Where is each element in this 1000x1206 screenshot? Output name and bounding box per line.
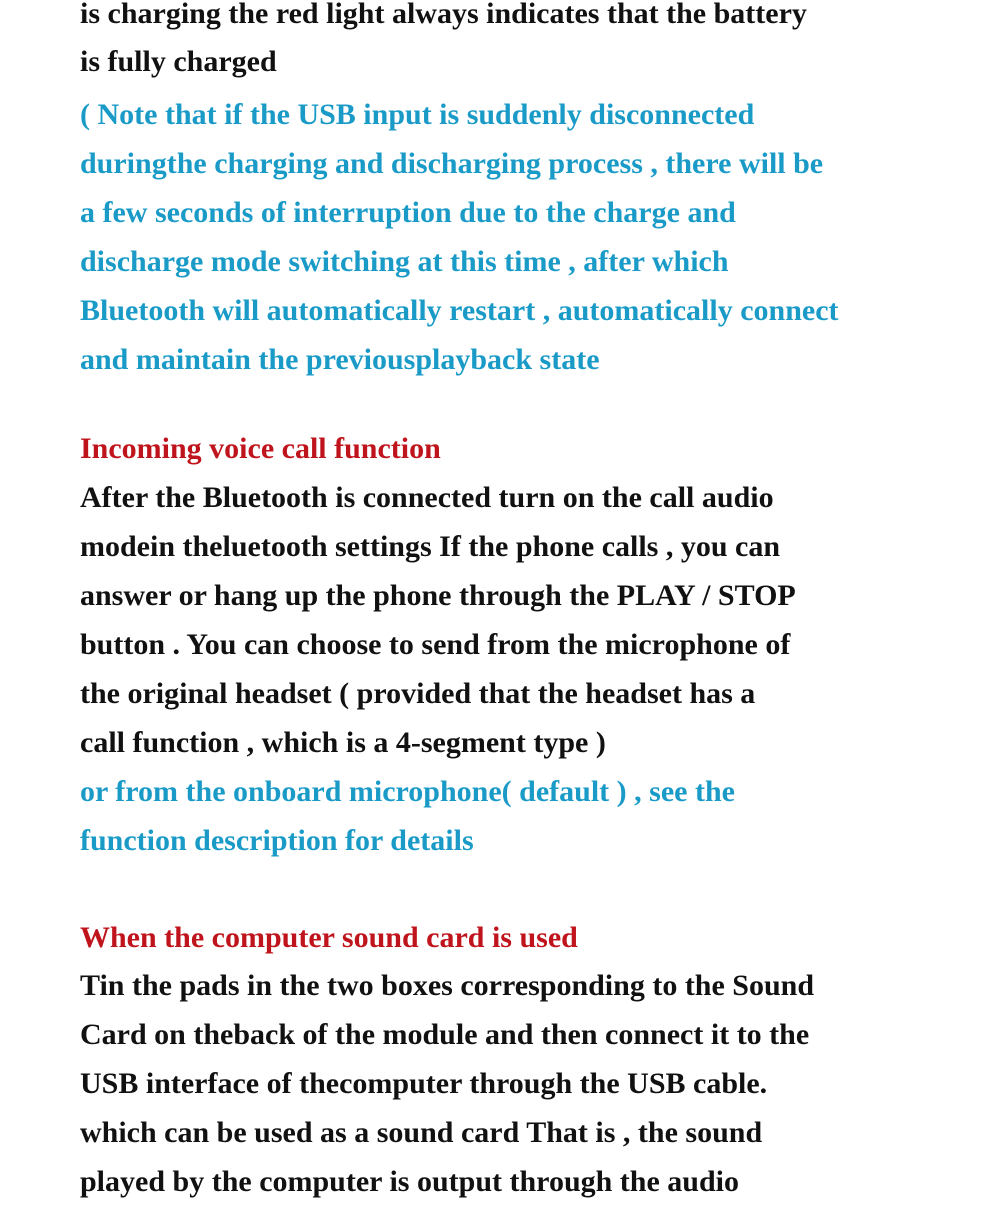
text-line: Card on theback of the module and then connect it to the	[80, 1018, 810, 1051]
text-line: is fully charged	[80, 45, 277, 78]
text-line: which can be used as a sound card That is , the sound	[80, 1116, 763, 1149]
note-line: Bluetooth will automatically restart , automatically connect	[80, 294, 839, 327]
note-line: or from the onboard microphone( default ) , see the	[80, 775, 735, 808]
text-line: After the Bluetooth is connected turn on the call audio	[80, 481, 774, 514]
text-line: the original headset ( provided that the headset has a	[80, 677, 756, 710]
note-line: discharge mode switching at this time , after which	[80, 245, 729, 278]
note-line: a few seconds of interruption due to the charge and	[80, 196, 736, 229]
text-line: USB interface of thecomputer through the USB cable.	[80, 1067, 768, 1100]
text-line: answer or hang up the phone through the PLAY / STOP	[80, 579, 796, 612]
text-line: call function , which is a 4-segment type )	[80, 726, 606, 759]
note-line: ( Note that if the USB input is suddenly disconnected	[80, 98, 755, 131]
note-line: and maintain the previousplayback state	[80, 343, 600, 376]
text-line: button . You can choose to send from the microphone of	[80, 628, 791, 661]
text-line: is charging the red light always indicates that the battery	[80, 0, 807, 30]
text-line: Tin the pads in the two boxes corresponding to the Sound	[80, 969, 815, 1002]
note-line: duringthe charging and discharging process , there will be	[80, 147, 824, 180]
section-heading: Incoming voice call function	[80, 432, 441, 465]
text-line: modein theluetooth settings If the phone calls , you can	[80, 530, 781, 563]
note-line: function description for details	[80, 824, 474, 857]
text-line: played by the computer is output through the audio	[80, 1165, 740, 1198]
section-heading: When the computer sound card is used	[80, 921, 578, 954]
